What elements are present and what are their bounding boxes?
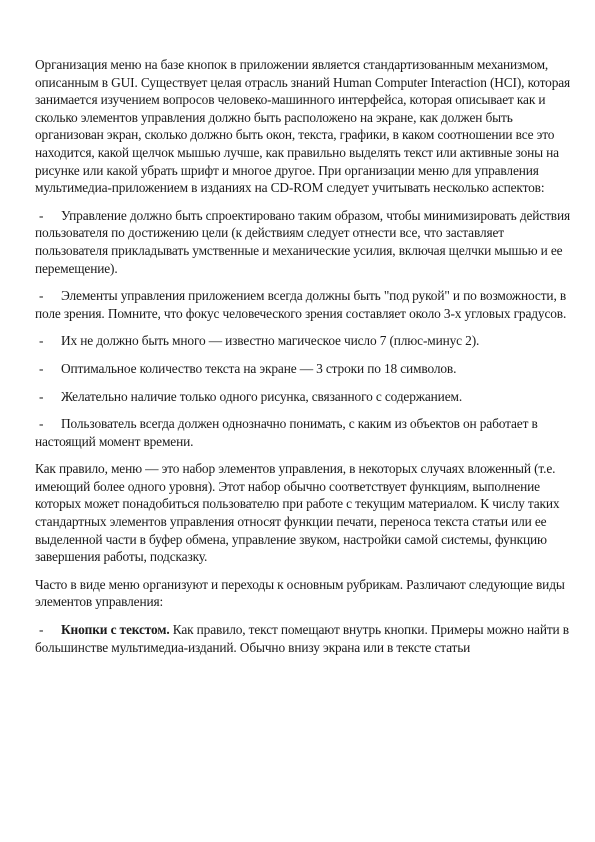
list-item-text: Управление должно быть спроектировано таким образом, чтобы минимизировать действия пользователя по достижению цели (к действиям следует отнести все, что заставляет пользователя прикладывать умственные и механические усилия, включая щелчки мышью и ее перемещение). bbox=[35, 207, 570, 276]
term-label: Кнопки с текстом. bbox=[61, 622, 170, 638]
list-item-text: Элементы управления приложением всегда должны быть "под рукой" и по возможности, в поле зрения. Помните, что фокус человеческого зрения составляет около 3-х угловых градусов. bbox=[35, 288, 567, 321]
list-item bbox=[35, 388, 575, 406]
list-item-text: Их не должно быть много — известно магическое число 7 (плюс-минус 2). bbox=[61, 333, 480, 349]
list-item-text: Желательно наличие только одного рисунка, связанного с содержанием. bbox=[61, 388, 463, 404]
dash-marker: - bbox=[39, 333, 44, 349]
list-item bbox=[35, 287, 575, 322]
list-item bbox=[35, 360, 575, 378]
list-item bbox=[35, 621, 575, 656]
menu-set-paragraph: Как правило, меню — это набор элементов управления, в некоторых случаях вложенный (т.е. имеющий более одного уровня). Этот набор обычно соответствует функциям, выполнение которых может понадобиться пользователю при работе с текущим материалом. К числу таких стандартных элементов управления относят функции печати, переноса текста статьи или ее выделенной части в буфер обмена, управление звуком, настройки самой системы, функцию завершения работы, подсказку. bbox=[35, 461, 560, 565]
dash-marker: - bbox=[39, 288, 44, 304]
dash-marker: - bbox=[39, 622, 44, 638]
menu-types-paragraph: Часто в виде меню организуют и переходы к основным рубрикам. Различают следующие виды элементов управления: bbox=[35, 576, 565, 610]
dash-marker: - bbox=[39, 388, 44, 404]
document-page bbox=[35, 56, 575, 666]
intro-paragraph: Организация меню на базе кнопок в приложении является стандартизованным механизмом, описанным в GUI. Существует целая отрасль знаний Human Computer Interaction (HCI), которая занимается изучением вопросов человеко-машинного интерфейса, которая описывает как и сколько элементов управления должно быть расположено на экране, как должен быть организован экран, сколько должно быть окон, текста, графики, в каком соотношении все это находится, какой щелчок мышью лучше, как правильно выделять текст или активные зоны на рисунке или какой убрать шрифт и многое другое. При организации меню для управления мультимедиа-приложением в изданиях на CD-ROM следует учитывать несколько аспектов: bbox=[35, 57, 571, 196]
types-list bbox=[35, 621, 575, 656]
aspects-list bbox=[35, 207, 575, 451]
list-item-text: Оптимальное количество текста на экране — 3 строки по 18 символов. bbox=[61, 360, 457, 376]
list-item bbox=[35, 415, 575, 450]
list-item-text: Как правило, текст помещают внутрь кнопки. Примеры можно найти в большинстве мультимедиа-изданий. Обычно внизу экрана или в тексте статьи bbox=[35, 622, 569, 655]
list-item-text: Пользователь всегда должен однозначно понимать, с каким из объектов он работает в настоящий момент времени. bbox=[35, 416, 538, 449]
dash-marker: - bbox=[39, 360, 44, 376]
list-item bbox=[35, 332, 575, 350]
dash-marker: - bbox=[39, 416, 44, 432]
dash-marker: - bbox=[39, 207, 44, 223]
list-item bbox=[35, 207, 575, 277]
